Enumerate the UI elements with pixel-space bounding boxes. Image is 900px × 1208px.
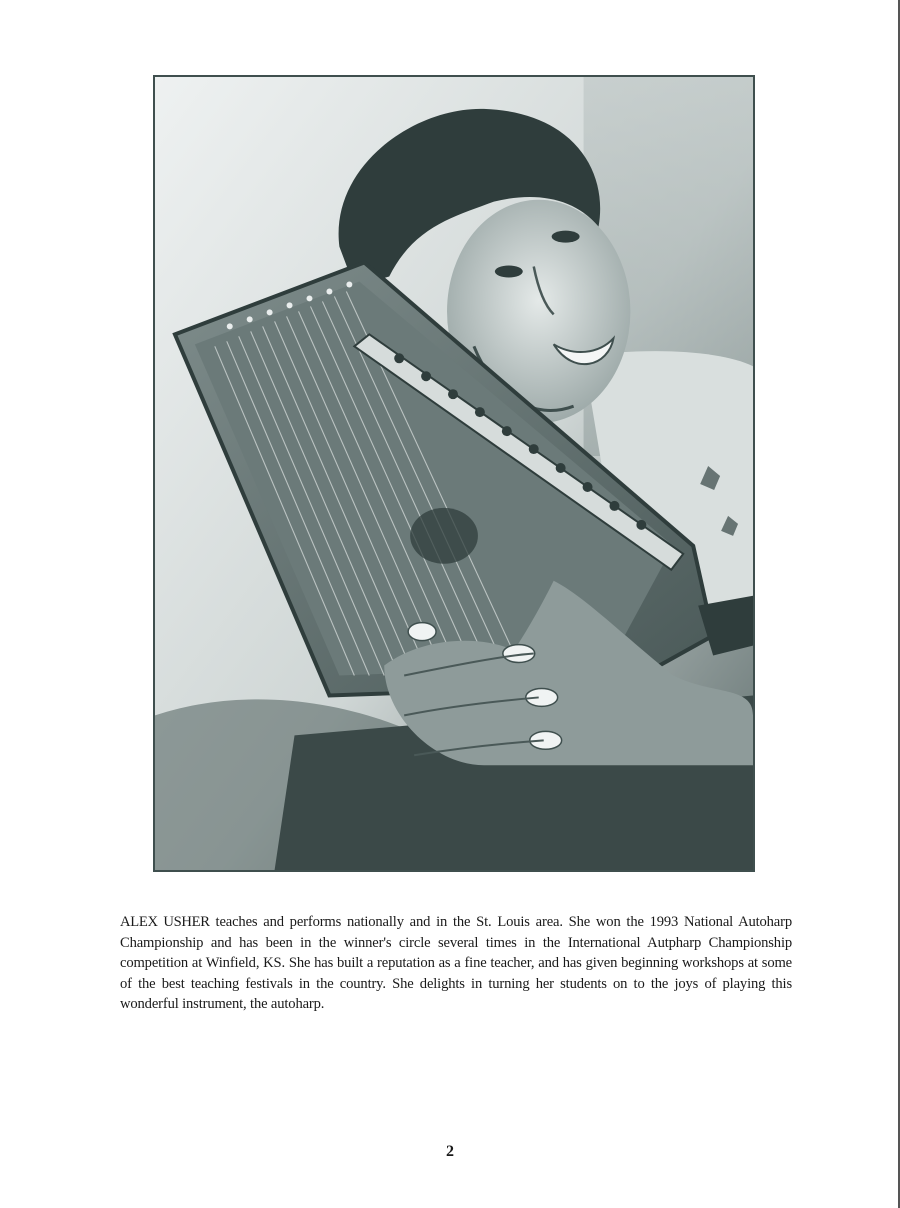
autoharp-player-photo-icon [155,77,753,870]
author-name: ALEX USHER [120,914,210,930]
bio-text: teaches and performs nationally and in the St. Louis area. She won the 1993 National Autoharp Championship and has been in the winner's circle several times in the International Autpharp Championship competition at Winfield, KS. She has built a reputation as a fine teacher, and has given beginning workshops at some of the best teaching festivals in the country. She delights in turning her students on to the joys of playing this wonderful instrument, the autoharp. [120,914,792,1013]
bio-caption [120,912,792,1015]
portrait-photo [153,75,755,872]
page-number: 2 [446,1143,454,1160]
